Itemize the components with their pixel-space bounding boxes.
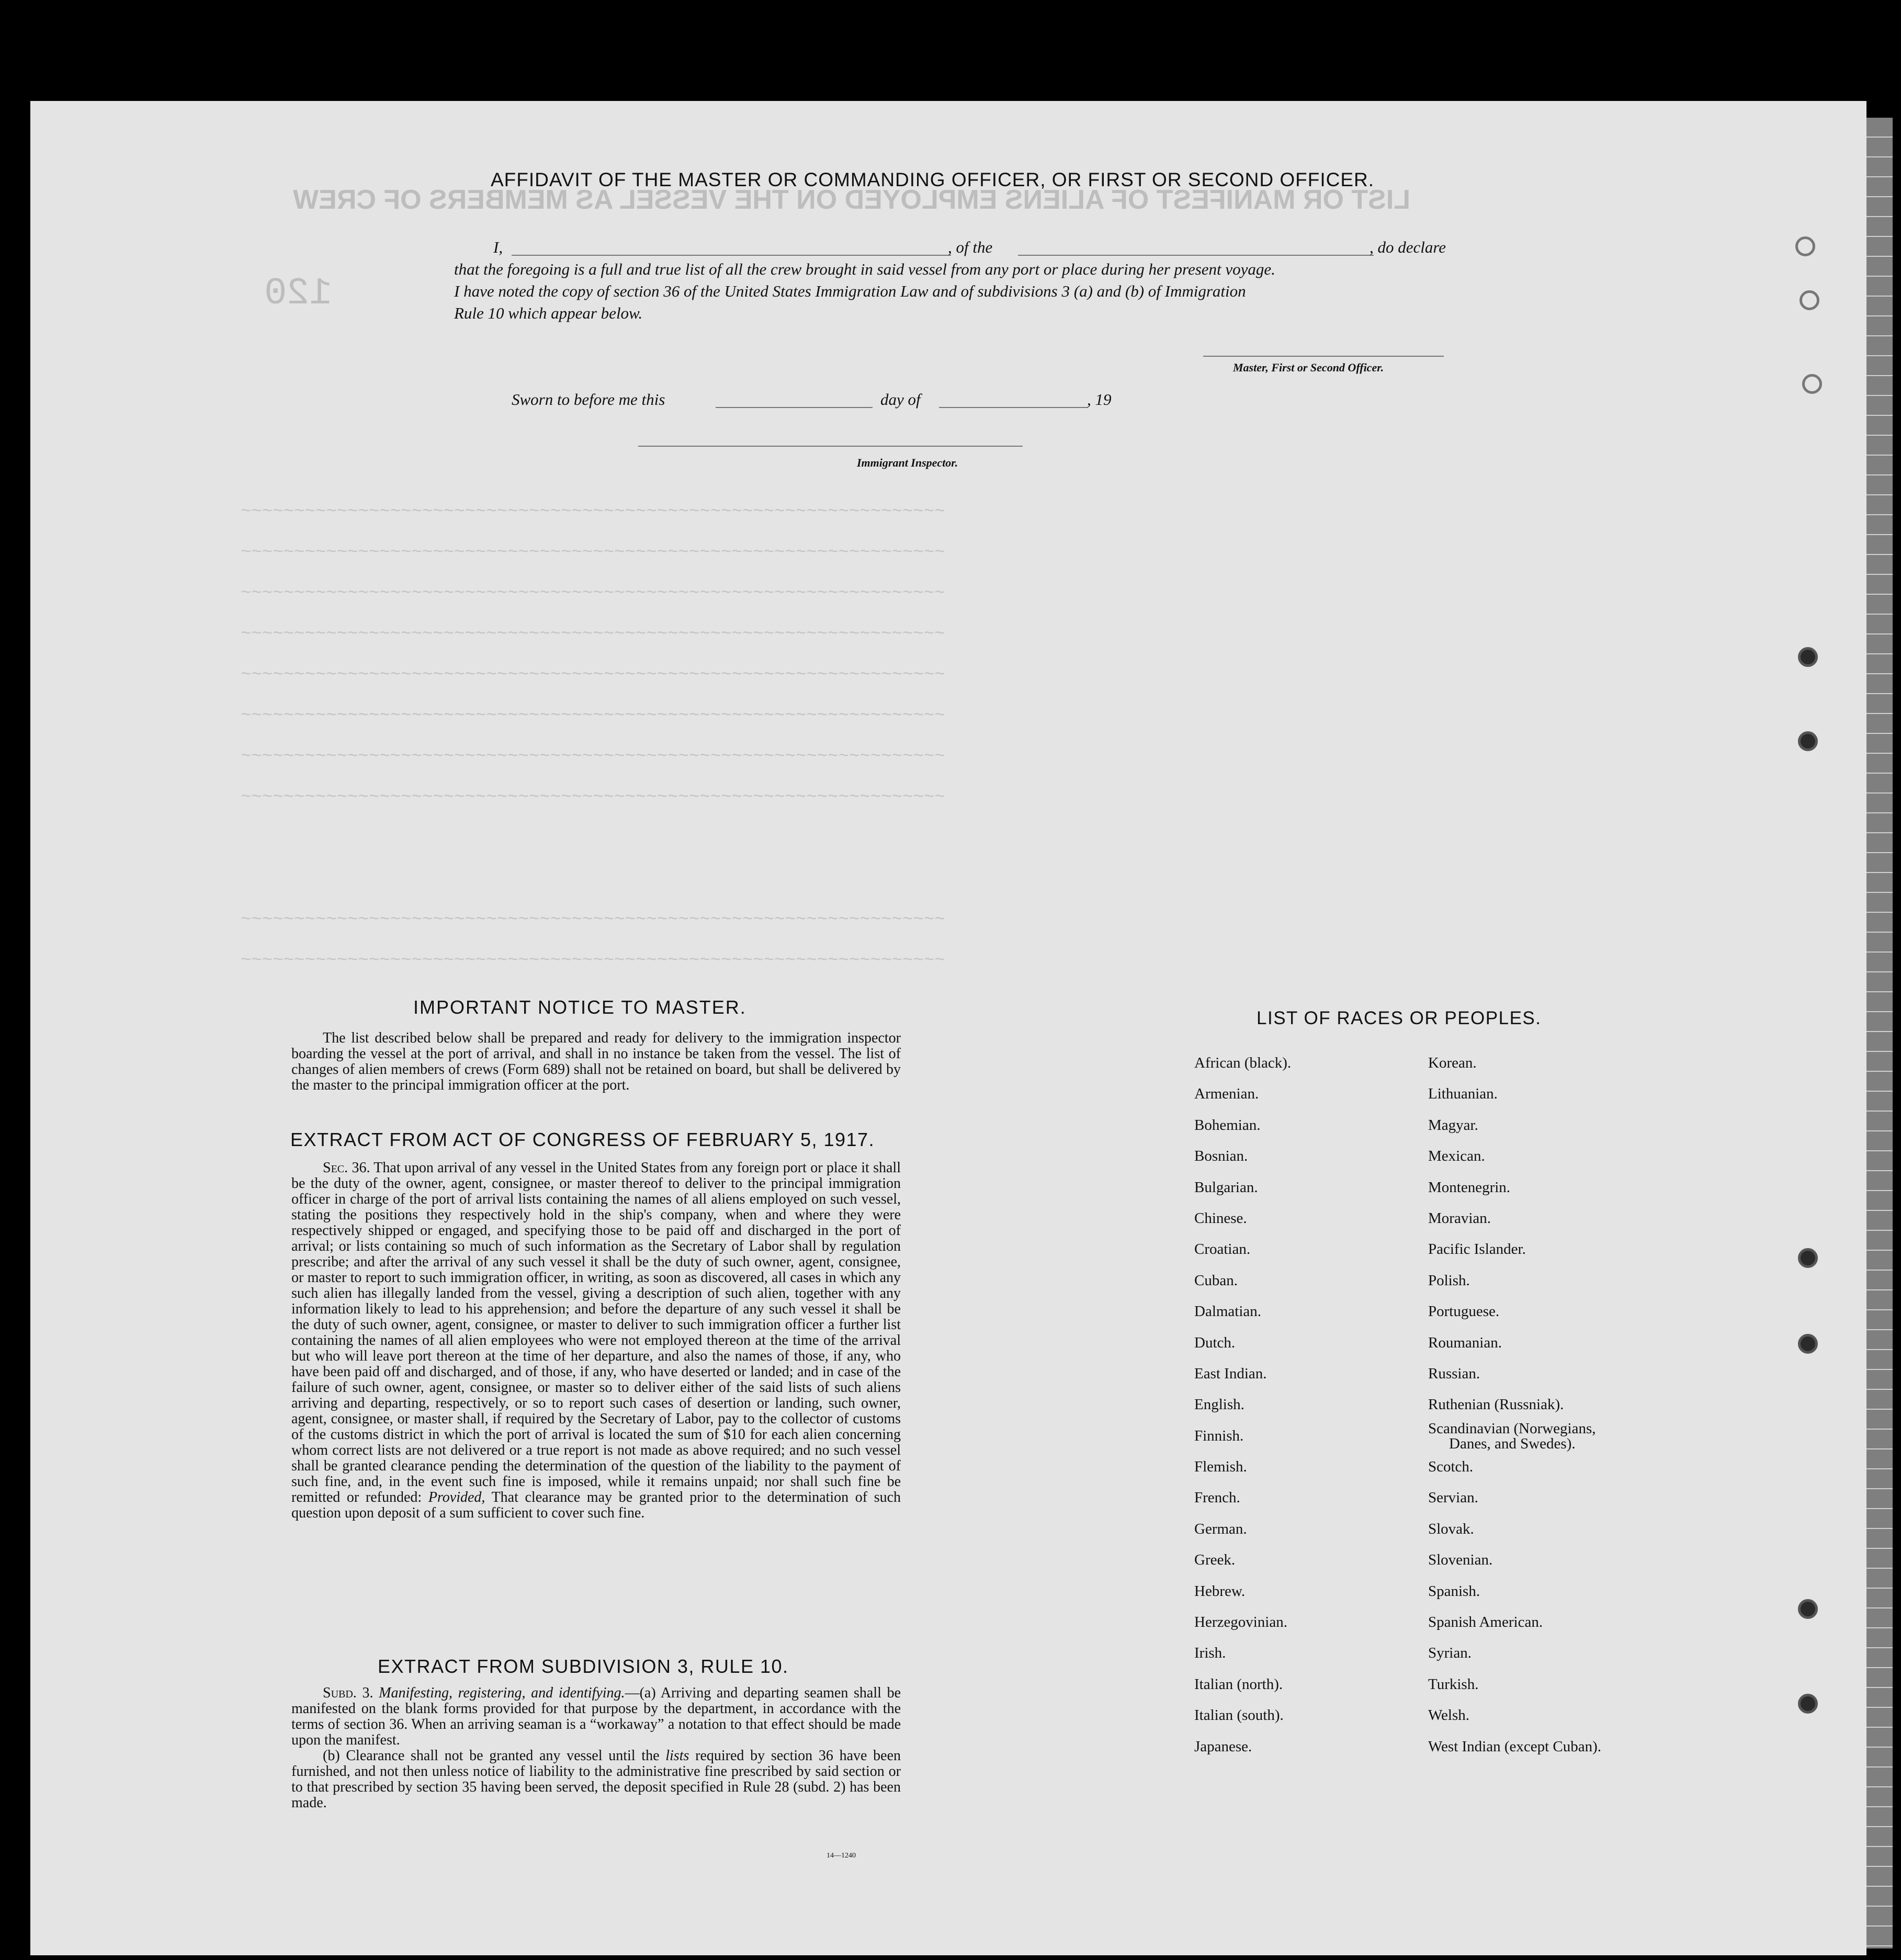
race-item: Scotch.	[1428, 1458, 1474, 1476]
race-item: Scandinavian (Norwegians,	[1428, 1420, 1596, 1437]
races-heading: LIST OF RACES OR PEOPLES.	[1257, 1008, 1542, 1028]
affidavit-line4: Rule 10 which appear below.	[454, 304, 643, 322]
affidavit-heading: AFFIDAVIT OF THE MASTER OR COMMANDING OFFICER, OR FIRST OR SECOND OFFICER.	[491, 169, 1375, 190]
inspector-signature-label: Immigrant Inspector.	[857, 456, 958, 469]
affidavit-line2: that the foregoing is a full and true list of all the crew brought in said vessel from any port or place during her present voyage.	[454, 260, 1275, 278]
rule-heading: EXTRACT FROM SUBDIVISION 3, RULE 10.	[378, 1656, 789, 1677]
affidavit-line1-start: I,	[493, 238, 503, 256]
race-item: Spanish.	[1428, 1582, 1480, 1600]
act-body-end: That clearance may be granted prior to the determination of such question upon deposit of a sum sufficient to cover such fine.	[291, 1489, 901, 1521]
race-item: Cuban.	[1194, 1272, 1238, 1289]
race-item: Slovak.	[1428, 1520, 1474, 1537]
race-item: Ruthenian (Russniak).	[1428, 1396, 1564, 1413]
page-edge-strip	[1866, 118, 1893, 1948]
binder-hole-icon	[1795, 236, 1815, 256]
race-item: German.	[1194, 1520, 1247, 1537]
bleed-through-header: LIST OR MANIFEST OF ALIENS EMPLOYED ON THE VESSEL AS MEMBERS OF CREW	[293, 185, 1410, 215]
race-item: Roumanian.	[1428, 1334, 1502, 1351]
race-item: Lithuanian.	[1428, 1085, 1498, 1103]
act-body: That upon arrival of any vessel in the United States from any foreign port or place it shall be the duty of the owner, agent, consignee, or master thereof to deliver to the principal immigration officer in charge of the port of arrival lists containing the names of all aliens employed on such vessel, stating the positions they respectively hold in the ship's company, when and where they were respectively shipped or engaged, and specifying those to be paid off and discharged in the port of arrival; or lists containing so much of such information as the Secretary of Labor shall by regulation prescribe; and after the arrival of any such vessel it shall be the duty of such owner, agent, consignee, or master to report to such immigration officer, in writing, as soon as discovered, all cases in which any such alien has illegally landed from the vessel, giving a description of such alien, together with any information likely to lead to his apprehension; and before the departure of any such vessel it shall be the duty of such owner, agent, consignee, or master to deliver to such immigration officer a further list containing the names of all alien employees who were not employed thereon at the time of the arrival but who will leave port thereon at the time of her departure, and also the names of those, if any, who have been paid off and discharged, and of those, if any, who have deserted or landed; and in case of the failure of such owner, agent, consignee, or master so to deliver either of the said lists of such aliens arriving and departing, respectively, or so to report such cases of desertion or landing, such owner, agent, consignee, or master shall, if required by the Secretary of Labor, pay to the collector of customs of the customs district in which the port of arrival is located the sum of $10 for each alien concerning whom correct lists are not delivered or a true report is not made as above required; and no such vessel shall be granted clearance pending the determination of the question of the liability to the payment of such fine, and, in the event such fine is imposed, while it remains unpaid; nor shall such fine be remitted or refunded:	[291, 1160, 901, 1505]
affidavit-line3: I have noted the copy of section 36 of the United States Immigration Law and of subdivisions 3 (a) and (b) of Immigration	[454, 282, 1246, 300]
affidavit-line1-mid: , of the	[948, 238, 993, 256]
inspector-signature-line	[638, 446, 1023, 447]
sworn-year: , 19	[1087, 390, 1112, 409]
race-item: French.	[1194, 1489, 1240, 1506]
rule-subd-title: Manifesting, registering, and identifying.	[379, 1685, 625, 1701]
race-item: Pacific Islander.	[1428, 1241, 1526, 1258]
act-heading: EXTRACT FROM ACT OF CONGRESS OF FEBRUARY 5, 1917.	[290, 1129, 875, 1150]
race-item: Armenian.	[1194, 1085, 1259, 1103]
binder-hole-icon	[1802, 374, 1822, 394]
binder-hole-icon	[1798, 647, 1818, 667]
form-number: 14—1240	[827, 1852, 856, 1860]
act-provided: Provided,	[428, 1489, 485, 1505]
races-column-1	[1194, 1048, 1291, 1762]
binder-hole-icon	[1798, 1334, 1818, 1354]
race-item: Greek.	[1194, 1551, 1236, 1569]
binder-hole-icon	[1798, 731, 1818, 751]
race-item: Croatian.	[1194, 1241, 1251, 1258]
race-item: Korean.	[1428, 1055, 1477, 1071]
race-item: Dalmatian.	[1194, 1303, 1262, 1320]
binder-hole-icon	[1798, 1248, 1818, 1268]
race-item: English.	[1194, 1396, 1244, 1413]
race-item: Irish.	[1194, 1645, 1226, 1662]
race-item: Slovenian.	[1428, 1551, 1493, 1569]
race-item: Moravian.	[1428, 1209, 1491, 1227]
master-signature-line	[1203, 356, 1444, 357]
race-item: Mexican.	[1428, 1148, 1485, 1165]
sworn-day-blank	[716, 407, 873, 408]
race-item: Magyar.	[1428, 1116, 1478, 1134]
race-item: Dutch.	[1194, 1334, 1236, 1351]
race-item: Japanese.	[1194, 1738, 1252, 1755]
race-item: East Indian.	[1194, 1365, 1267, 1382]
races-scandinavian-continuation: Danes, and Swedes).	[1449, 1435, 1576, 1452]
binder-hole-icon	[1798, 1694, 1818, 1714]
sworn-month-blank	[939, 407, 1088, 408]
notice-heading: IMPORTANT NOTICE TO MASTER.	[413, 996, 746, 1018]
rule-subdivision-3	[291, 1685, 901, 1811]
act-section-36	[291, 1160, 901, 1521]
bleed-through-rows: ~~~~~~~~~~~~~~~~~~~~~~~~~~~~~~~~~~~~~~~~~~~~~~~~~~~~~~~~~~~~~~~~~~ ~~~~~~~~~~~~~~~~~~~~~~~~~~~~~~~~~~~~~~~~~~~~~~~~~~~~~~~~~~~~~~~~~~ ~~~~~~~~~~~~~~~~~~~~~~~~~~~~~~~~~~~~~~~~~~~~~~~~~~~~~~~~~~~~~~~~~~ ~~~~~~~~~~~~~~~~~~~~~~~~~~~~~~~~~~~~~~~~~~~~~~~~~~~~~~~~~~~~~~~~~~ ~~~~~~~~~~~~~~~~~~~~~~~~~~~~~~~~~~~~~~~~~~~~~~~~~~~~~~~~~~~~~~~~~~ ~~~~~~~~~~~~~~~~~~~~~~~~~~~~~~~~~~~~~~~~~~~~~~~~~~~~~~~~~~~~~~~~~~ ~~~~~~~~~~~~~~~~~~~~~~~~~~~~~~~~~~~~~~~~~~~~~~~~~~~~~~~~~~~~~~~~~~ ~~~~~~~~~~~~~~~~~~~~~~~~~~~~~~~~~~~~~~~~~~~~~~~~~~~~~~~~~~~~~~~~~~ ~~~~~~~~~~~~~~~~~~~~~~~~~~~~~~~~~~~~~~~~~~~~~~~~~~~~~~~~~~~~~~~~~~ ~~~~~~~~~~~~~~~~~~~~~~~~~~~~~~~~~~~~~~~~~~~~~~~~~~~~~~~~~~~~~~~~~~	[241, 502, 945, 971]
race-item: Italian (south).	[1194, 1707, 1284, 1724]
race-item: Portuguese.	[1428, 1303, 1500, 1320]
race-item: Spanish American.	[1428, 1614, 1543, 1631]
race-item: Syrian.	[1428, 1645, 1472, 1662]
race-item: Russian.	[1428, 1365, 1480, 1382]
race-item: Italian (north).	[1194, 1675, 1283, 1693]
vessel-blank	[1018, 255, 1374, 256]
affidavit-line1-end: , do declare	[1370, 238, 1446, 256]
rule-para-b-lists: lists	[665, 1748, 689, 1764]
bleed-through-page-number: 120	[264, 272, 332, 315]
race-item: Bosnian.	[1194, 1148, 1248, 1165]
race-item: Bohemian.	[1194, 1116, 1261, 1134]
rule-para-b-start: (b) Clearance shall not be granted any vessel until the	[323, 1748, 660, 1764]
race-item: African (black).	[1194, 1055, 1292, 1071]
race-item: Chinese.	[1194, 1209, 1247, 1227]
notice-body: The list described below shall be prepared and ready for delivery to the immigration inspector boarding the vessel at the port of arrival, and shall in no instance be taken from the vessel. The list of changes of alien members of crews (Form 689) shall not be retained on board, but shall be delivered by the master to the principal immigration officer at the port.	[291, 1030, 901, 1093]
race-item: Flemish.	[1194, 1458, 1247, 1476]
race-item: Polish.	[1428, 1272, 1470, 1289]
races-column-2	[1428, 1048, 1601, 1762]
race-item: Bulgarian.	[1194, 1179, 1258, 1196]
name-blank	[512, 255, 951, 256]
race-item: West Indian (except Cuban).	[1428, 1738, 1602, 1755]
sworn-text: Sworn to before me this	[512, 390, 665, 409]
act-section-label: Sec. 36.	[323, 1160, 370, 1176]
rule-para-a: —(a) Arriving and departing seamen shall be manifested on the blank forms provided for that purpose by the department, in accordance with the terms of section 36. When an arriving seaman is a “workaway” a notation to that effect should be made upon the manifest.	[291, 1685, 901, 1748]
race-item: Welsh.	[1428, 1707, 1470, 1724]
master-signature-label: Master, First or Second Officer.	[1233, 361, 1384, 374]
rule-subd-label: Subd. 3.	[323, 1685, 374, 1701]
race-item: Hebrew.	[1194, 1582, 1246, 1600]
race-item: Herzegovinian.	[1194, 1614, 1287, 1631]
rule-para-b-end: required by section 36 have been furnished, and not then unless notice of liability to the administrative fine prescribed by said section or to that prescribed by section 35 having been served, the deposit specified in Rule 28 (subd. 2) has been made.	[291, 1748, 901, 1811]
binder-hole-icon	[1798, 1599, 1818, 1619]
race-item: Servian.	[1428, 1489, 1478, 1506]
race-item: Montenegrin.	[1428, 1179, 1511, 1196]
sworn-day-of: day of	[880, 390, 921, 409]
race-item: Turkish.	[1428, 1675, 1479, 1693]
binder-hole-icon	[1800, 290, 1819, 310]
race-item: Finnish.	[1194, 1427, 1244, 1444]
